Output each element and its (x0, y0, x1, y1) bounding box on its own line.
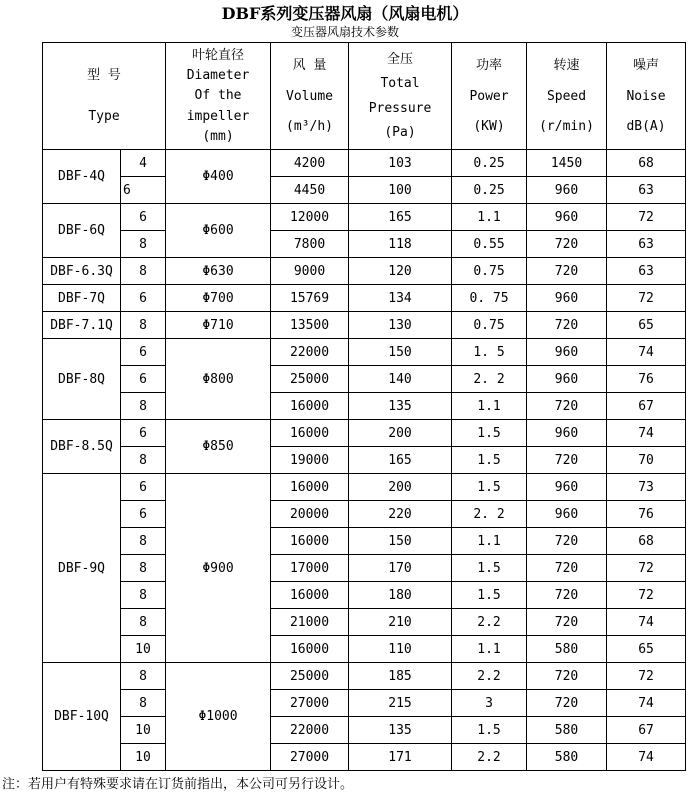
volume-cell: 9000 (271, 258, 349, 285)
header-line: Pressure (368, 100, 432, 116)
volume-cell: 16000 (271, 636, 349, 663)
model-cell: DBF-6Q (43, 204, 121, 258)
volume-cell: 25000 (271, 663, 349, 690)
table-row (43, 150, 686, 177)
model-cell: DBF-7.1Q (43, 312, 121, 339)
poles-cell: 6 (121, 474, 166, 501)
noise-cell: 74 (607, 420, 686, 447)
col-header-speed (527, 43, 607, 150)
noise-cell: 72 (607, 663, 686, 690)
pressure-cell: 170 (349, 555, 452, 582)
footnote: 注：若用户有特殊要求请在订货前指出，本公司可另行设计。 (2, 777, 354, 792)
volume-cell: 17000 (271, 555, 349, 582)
volume-cell: 16000 (271, 528, 349, 555)
model-cell: DBF-10Q (43, 663, 121, 771)
col-header-model (43, 43, 166, 150)
volume-cell: 27000 (271, 690, 349, 717)
pressure-cell: 140 (349, 366, 452, 393)
col-header-pressure (349, 43, 452, 150)
power-cell: 0.75 (452, 258, 527, 285)
noise-cell: 65 (607, 636, 686, 663)
specs-table (42, 42, 686, 771)
noise-cell: 63 (607, 258, 686, 285)
pressure-cell: 134 (349, 285, 452, 312)
header-line: Power (469, 88, 509, 104)
table-row (43, 339, 686, 366)
volume-cell: 15769 (271, 285, 349, 312)
pressure-cell: 135 (349, 717, 452, 744)
power-cell: 1.5 (452, 717, 527, 744)
poles-cell: 8 (121, 582, 166, 609)
volume-cell: 25000 (271, 366, 349, 393)
table-row (43, 258, 686, 285)
pressure-cell: 165 (349, 447, 452, 474)
model-cell: DBF-8Q (43, 339, 121, 420)
poles-cell: 10 (121, 744, 166, 771)
speed-cell: 960 (527, 420, 607, 447)
header-line: (mm) (202, 128, 234, 144)
noise-cell: 74 (607, 690, 686, 717)
diameter-cell: Φ710 (166, 312, 271, 339)
diameter-cell: Φ700 (166, 285, 271, 312)
noise-cell: 63 (607, 177, 686, 204)
volume-cell: 22000 (271, 717, 349, 744)
header-line: Noise (626, 88, 666, 104)
volume-cell: 12000 (271, 204, 349, 231)
noise-cell: 74 (607, 609, 686, 636)
poles-cell: 8 (121, 609, 166, 636)
noise-cell: 70 (607, 447, 686, 474)
noise-cell: 76 (607, 366, 686, 393)
col-header-power (452, 43, 527, 150)
power-cell: 2.2 (452, 744, 527, 771)
power-cell: 0. 75 (452, 285, 527, 312)
noise-cell: 72 (607, 285, 686, 312)
table-row (43, 528, 686, 555)
header-line: Diameter (186, 68, 250, 84)
power-cell: 0.25 (452, 177, 527, 204)
pressure-cell: 185 (349, 663, 452, 690)
power-cell: 1.5 (452, 474, 527, 501)
noise-cell: 68 (607, 150, 686, 177)
poles-cell: 6 (121, 366, 166, 393)
diameter-cell: Φ850 (166, 420, 271, 474)
pressure-cell: 200 (349, 474, 452, 501)
col-header-diameter (166, 43, 271, 150)
noise-cell: 74 (607, 744, 686, 771)
poles-cell: 10 (121, 636, 166, 663)
volume-cell: 27000 (271, 744, 349, 771)
table-row (43, 420, 686, 447)
header-line: (m³/h) (286, 118, 333, 134)
speed-cell: 960 (527, 474, 607, 501)
poles-cell: 8 (121, 312, 166, 339)
table-body (43, 150, 686, 771)
header-line: Speed (546, 88, 587, 104)
header-line: 叶轮直径 (192, 48, 245, 64)
power-cell: 2. 2 (452, 366, 527, 393)
speed-cell: 720 (527, 447, 607, 474)
pressure-cell: 180 (349, 582, 452, 609)
speed-cell: 720 (527, 528, 607, 555)
pressure-cell: 150 (349, 339, 452, 366)
header-line: 型 号 (87, 68, 121, 84)
noise-cell: 76 (607, 501, 686, 528)
header-line: Type (88, 108, 120, 124)
speed-cell: 960 (527, 285, 607, 312)
table-row (43, 447, 686, 474)
pressure-cell: 171 (349, 744, 452, 771)
poles-cell: 8 (121, 258, 166, 285)
poles-cell: 8 (121, 231, 166, 258)
power-cell: 0.55 (452, 231, 527, 258)
speed-cell: 960 (527, 204, 607, 231)
table-row (43, 717, 686, 744)
speed-cell: 960 (527, 366, 607, 393)
col-header-volume (271, 43, 349, 150)
pressure-cell: 110 (349, 636, 452, 663)
pressure-cell: 200 (349, 420, 452, 447)
table-row (43, 285, 686, 312)
pressure-cell: 135 (349, 393, 452, 420)
noise-cell: 67 (607, 393, 686, 420)
poles-cell: 8 (121, 663, 166, 690)
pressure-cell: 150 (349, 528, 452, 555)
header-line: Total (380, 76, 420, 92)
noise-cell: 72 (607, 204, 686, 231)
model-cell: DBF-6.3Q (43, 258, 121, 285)
volume-cell: 4450 (271, 177, 349, 204)
header-line: 转速 (553, 58, 580, 74)
table-row (43, 177, 686, 204)
power-cell: 1.5 (452, 555, 527, 582)
header-line: (Pa) (384, 124, 416, 140)
pressure-cell: 100 (349, 177, 452, 204)
table-row (43, 204, 686, 231)
header-line: (KW) (473, 118, 505, 134)
speed-cell: 580 (527, 744, 607, 771)
table-row (43, 312, 686, 339)
noise-cell: 73 (607, 474, 686, 501)
poles-cell: 4 (121, 150, 166, 177)
pressure-cell: 118 (349, 231, 452, 258)
poles-cell: 10 (121, 717, 166, 744)
pressure-cell: 210 (349, 609, 452, 636)
header-line: 功率 (476, 58, 503, 74)
power-cell: 2. 2 (452, 501, 527, 528)
power-cell: 1.5 (452, 582, 527, 609)
model-cell: DBF-9Q (43, 474, 121, 663)
power-cell: 3 (452, 690, 527, 717)
noise-cell: 65 (607, 312, 686, 339)
table-row (43, 555, 686, 582)
volume-cell: 7800 (271, 231, 349, 258)
diameter-cell: Φ900 (166, 474, 271, 663)
speed-cell: 720 (527, 663, 607, 690)
noise-cell: 67 (607, 717, 686, 744)
speed-cell: 720 (527, 609, 607, 636)
speed-cell: 720 (527, 258, 607, 285)
header-line: (r/min) (539, 118, 594, 134)
table-row (43, 366, 686, 393)
diameter-cell: Φ630 (166, 258, 271, 285)
table-row (43, 690, 686, 717)
poles-cell: 8 (121, 447, 166, 474)
table-row (43, 609, 686, 636)
diameter-cell: Φ600 (166, 204, 271, 258)
table-row (43, 744, 686, 771)
model-cell: DBF-4Q (43, 150, 121, 204)
speed-cell: 960 (527, 501, 607, 528)
speed-cell: 720 (527, 231, 607, 258)
model-cell: DBF-7Q (43, 285, 121, 312)
volume-cell: 16000 (271, 474, 349, 501)
poles-cell: 6 (121, 339, 166, 366)
noise-cell: 72 (607, 555, 686, 582)
poles-cell: 6 (121, 501, 166, 528)
power-cell: 1.5 (452, 420, 527, 447)
diameter-cell: Φ1000 (166, 663, 271, 771)
noise-cell: 72 (607, 582, 686, 609)
volume-cell: 16000 (271, 420, 349, 447)
header-line: 风 量 (292, 58, 327, 74)
volume-cell: 19000 (271, 447, 349, 474)
pressure-cell: 215 (349, 690, 452, 717)
speed-cell: 720 (527, 312, 607, 339)
table-row (43, 582, 686, 609)
speed-cell: 580 (527, 636, 607, 663)
pressure-cell: 120 (349, 258, 452, 285)
table-row (43, 231, 686, 258)
power-cell: 2.2 (452, 609, 527, 636)
power-cell: 1.1 (452, 393, 527, 420)
power-cell: 0.25 (452, 150, 527, 177)
pressure-cell: 130 (349, 312, 452, 339)
noise-cell: 74 (607, 339, 686, 366)
poles-cell: 8 (121, 690, 166, 717)
header-line: Of the (194, 88, 242, 104)
col-header-noise (607, 43, 686, 150)
speed-cell: 720 (527, 393, 607, 420)
diameter-cell: Φ400 (166, 150, 271, 204)
header-row (43, 43, 686, 150)
pressure-cell: 103 (349, 150, 452, 177)
diameter-cell: Φ800 (166, 339, 271, 420)
noise-cell: 68 (607, 528, 686, 555)
speed-cell: 720 (527, 582, 607, 609)
poles-cell: 6 (121, 177, 166, 204)
power-cell: 0.75 (452, 312, 527, 339)
speed-cell: 580 (527, 717, 607, 744)
noise-cell: 63 (607, 231, 686, 258)
volume-cell: 4200 (271, 150, 349, 177)
table-header (43, 43, 686, 150)
volume-cell: 16000 (271, 393, 349, 420)
table-row (43, 636, 686, 663)
power-cell: 2.2 (452, 663, 527, 690)
power-cell: 1.1 (452, 204, 527, 231)
volume-cell: 16000 (271, 582, 349, 609)
volume-cell: 20000 (271, 501, 349, 528)
speed-cell: 720 (527, 690, 607, 717)
volume-cell: 13500 (271, 312, 349, 339)
page-subtitle: 变压器风扇技术参数 (290, 25, 399, 39)
poles-cell: 8 (121, 528, 166, 555)
volume-cell: 21000 (271, 609, 349, 636)
poles-cell: 6 (121, 420, 166, 447)
table-row (43, 663, 686, 690)
speed-cell: 720 (527, 555, 607, 582)
pressure-cell: 220 (349, 501, 452, 528)
model-cell: DBF-8.5Q (43, 420, 121, 474)
table-row (43, 393, 686, 420)
table-row (43, 474, 686, 501)
table-row (43, 501, 686, 528)
header-line: 全压 (387, 52, 414, 68)
header-line: dB(A) (626, 118, 666, 134)
volume-cell: 22000 (271, 339, 349, 366)
power-cell: 1. 5 (452, 339, 527, 366)
pressure-cell: 165 (349, 204, 452, 231)
power-cell: 1.5 (452, 447, 527, 474)
speed-cell: 960 (527, 177, 607, 204)
poles-cell: 6 (121, 285, 166, 312)
poles-cell: 6 (121, 204, 166, 231)
header-line: impeller (186, 108, 250, 124)
speed-cell: 1450 (527, 150, 607, 177)
speed-cell: 960 (527, 339, 607, 366)
power-cell: 1.1 (452, 528, 527, 555)
poles-cell: 8 (121, 555, 166, 582)
poles-cell: 8 (121, 393, 166, 420)
page-title: DBF系列变压器风扇（风扇电机） (221, 4, 469, 23)
header-line: 噪声 (633, 58, 660, 74)
power-cell: 1.1 (452, 636, 527, 663)
header-line: Volume (286, 88, 333, 104)
